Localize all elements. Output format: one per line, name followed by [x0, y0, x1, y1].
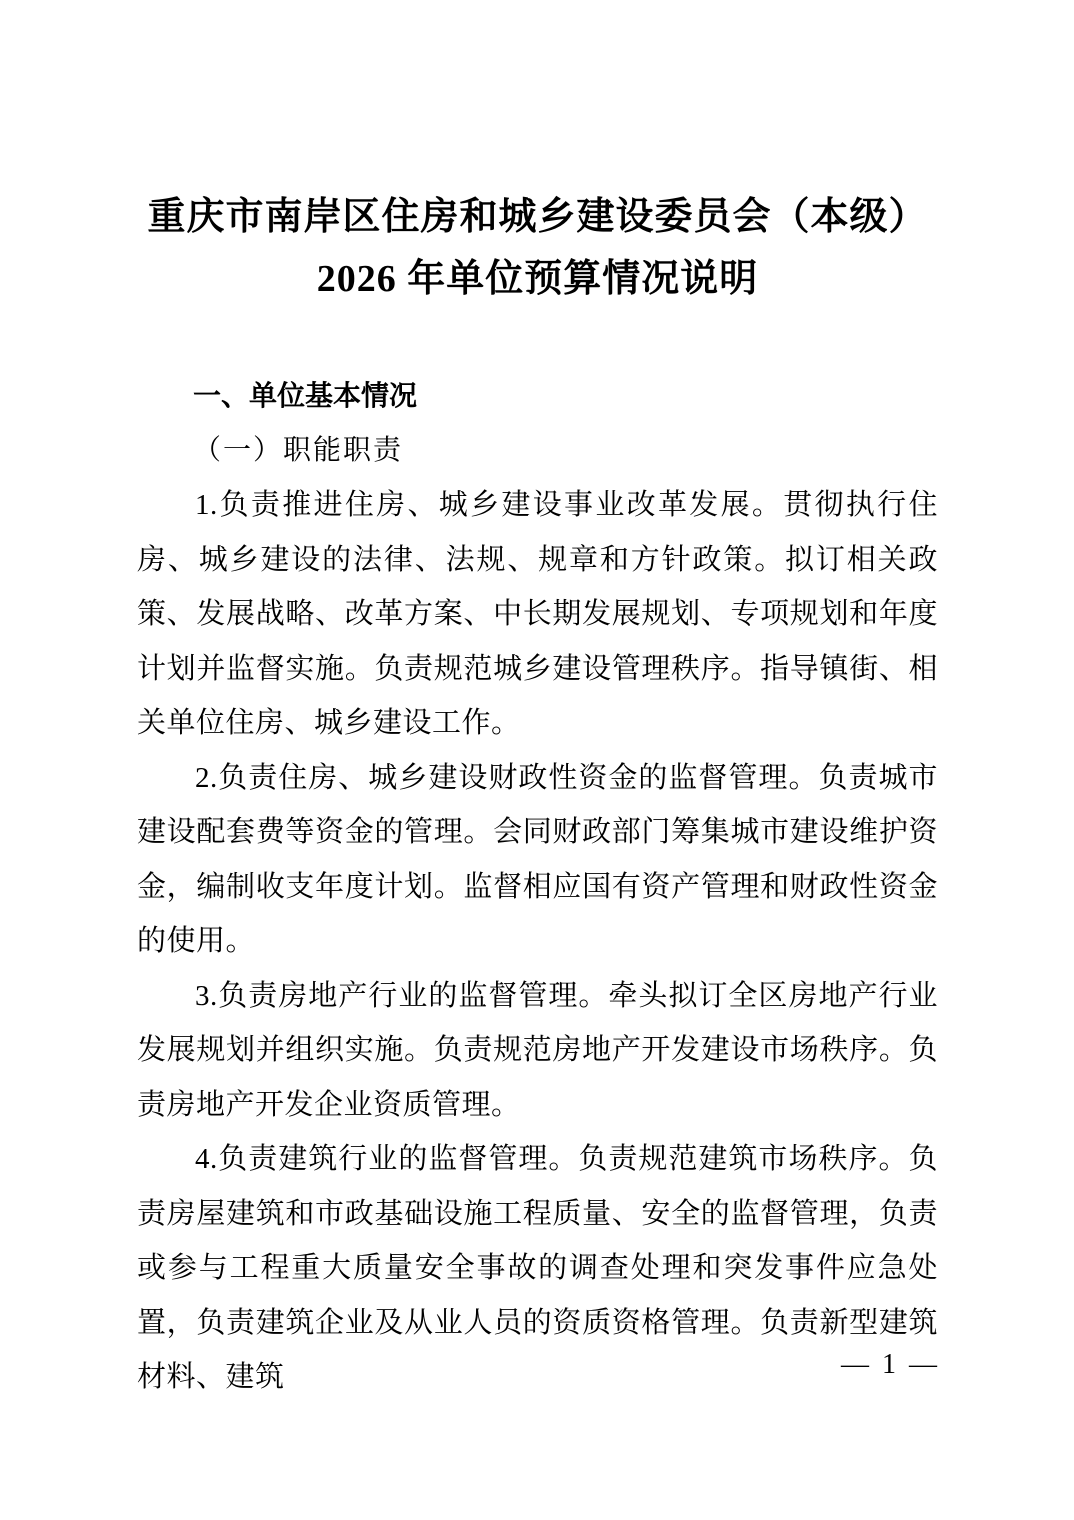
title-spacer [137, 310, 938, 368]
section-heading-basic-info: 一、单位基本情况 [193, 380, 418, 411]
paragraph-duty-4: 4.负责建筑行业的监督管理。负责规范建筑市场秩序。负责房屋建筑和市政基础设施工程质量、安全的监督管理，负责或参与工程重大质量安全事故的调查处理和突发事件应急处置，负责建筑企业及从业人员的资质资格管理。负责新型建筑材料、建筑 [137, 1143, 938, 1393]
paragraph-duty-1: 1.负责推进住房、城乡建设事业改革发展。贯彻执行住房、城乡建设的法律、法规、规章和方针政策。拟订相关政策、发展战略、改革方案、中长期发展规划、专项规划和年度计划并监督实施。负责规范城乡建设管理秩序。指导镇街、相关单位住房、城乡建设工作。 [137, 489, 938, 739]
document-content [137, 186, 938, 1405]
page-number: — 1 — [841, 1349, 940, 1380]
document-title-line1: 重庆市南岸区住房和城乡建设委员会（本级） [147, 196, 928, 238]
document-title-line2: 2026 年单位预算情况说明 [316, 258, 759, 300]
paragraph-duty-3: 3.负责房地产行业的监督管理。牵头拟订全区房地产行业发展规划并组织实施。负责规范房地产开发建设市场秩序。负责房地产开发企业资质管理。 [137, 979, 938, 1121]
paragraph-duty-2: 2.负责住房、城乡建设财政性资金的监督管理。负责城市建设配套费等资金的管理。会同财政部门筹集城市建设维护资金，编制收支年度计划。监督相应国有资产管理和财政性资金的使用。 [137, 761, 938, 957]
subsection-heading-duties: （一）职能职责 [193, 435, 404, 466]
